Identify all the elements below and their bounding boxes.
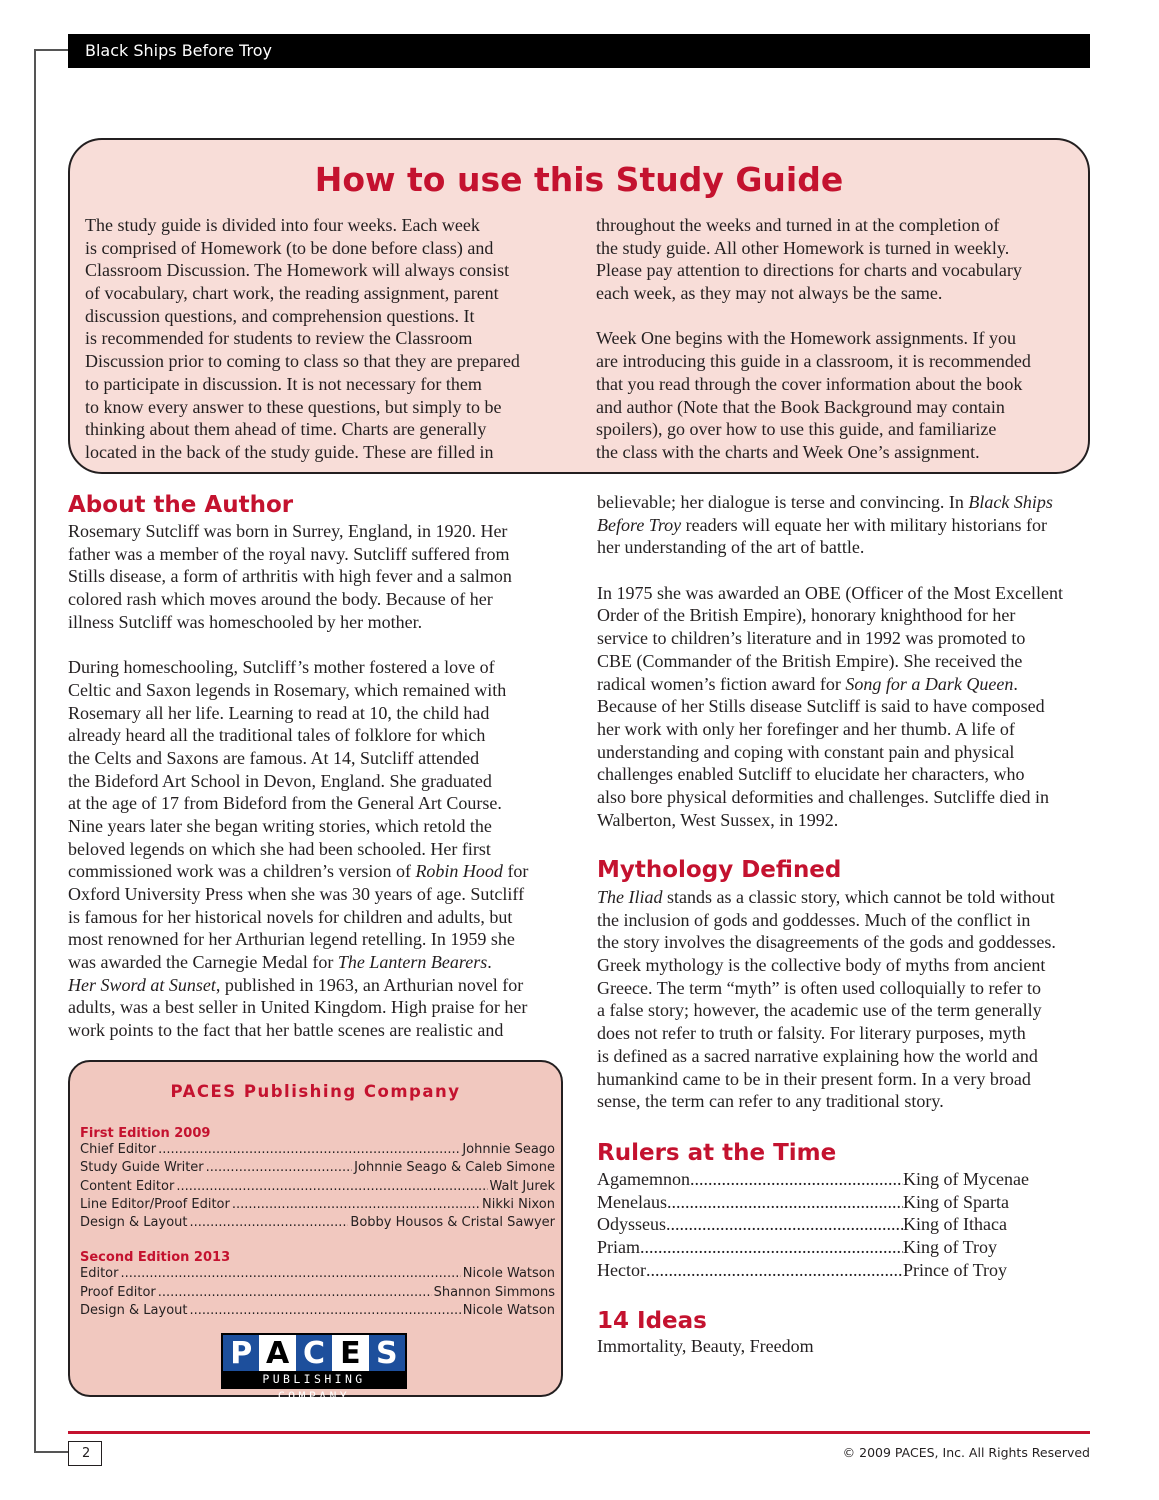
text-line: her work with only her forefinger and her thumb. A life of [597,718,1015,739]
text-line: Walberton, West Sussex, in 1992. [597,809,839,830]
credit-row [80,1214,555,1232]
ruler-title: King of Troy [903,1237,998,1258]
ruler-name: Hector [597,1259,646,1280]
ruler-name: Menelaus [597,1191,667,1212]
dot-leader [640,1236,903,1259]
copyright: © 2009 PACES, Inc. All Rights Reserved [842,1445,1090,1460]
text-line: Because of her Stills disease Sutcliff is said to have composed [597,696,1045,717]
italic-title: Song for a Dark Queen [845,673,1014,694]
dot-leader [158,1141,460,1159]
text-line: also bore physical deformities and challenges. Sutcliffe died in [597,786,1050,807]
logo-letter: E [332,1335,368,1371]
credit-role: Editor [80,1266,119,1282]
text-line: CBE (Commander of the British Empire). She received the [597,650,1023,671]
credit-role: Content Editor [80,1178,175,1194]
logo-letter: S [369,1335,405,1371]
text-line: is defined as a sacred narrative explaining how the world and [597,1045,1038,1066]
text-line: is famous for her historical novels for children and adults, but [68,906,513,927]
text-line: the study guide. All other Homework is turned in weekly. [596,237,1010,258]
dot-leader [232,1196,480,1214]
text-line: Week One begins with the Homework assignments. If you [596,328,1016,349]
text-line: Celtic and Saxon legends in Rosemary, which remained with [68,679,507,700]
publisher-title: PACES Publishing Company [170,1082,461,1101]
credit-name: Johnnie Seago & Caleb Simone [354,1160,555,1176]
text-segment: . [487,952,492,973]
mythology-heading: Mythology Defined [597,857,842,883]
text-line [68,974,528,997]
credit-role: Design & Layout [80,1215,188,1231]
text-line: the Celts and Saxons are famous. At 14, Sutcliff attended [68,747,480,768]
text-line: father was a member of the royal navy. Sutcliff suffered from [68,543,510,564]
text-line: at the age of 17 from Bideford from the General Art Course. [68,793,502,814]
ruler-name: Priam [597,1237,640,1258]
text-line: is recommended for students to review the Classroom [85,328,473,349]
italic-title: The Lantern Bearers [337,952,488,973]
text-line: Please pay attention to directions for charts and vocabulary [596,260,1022,281]
dot-leader [158,1284,432,1302]
text-segment: for [502,861,529,882]
credit-role: Chief Editor [80,1142,157,1157]
text-line: understanding and coping with constant pain and physical [597,741,1015,762]
margin-bracket [34,49,36,1453]
italic-title: Before Troy [597,514,682,535]
text-line: service to children’s literature and in 1992 was promoted to [597,628,1026,649]
margin-bracket-bottom [34,1451,68,1453]
logo-letter: A [259,1335,295,1371]
credit-name: Walt Jurek [489,1178,555,1194]
credit-name: Nikki Nixon [482,1196,555,1212]
credit-name: Bobby Housos & Cristal Sawyer [350,1215,555,1231]
text-line: Classroom Discussion. The Homework will always consist [85,260,510,281]
mythology-text [597,886,1056,1113]
text-line: that you read through the cover information about the book [596,373,1023,394]
credit-name: Nicole Watson [462,1266,555,1282]
edition-label: Second Edition 2013 [80,1250,231,1266]
text-line: discussion questions, and comprehension questions. It [85,305,475,326]
italic-title: The Iliad [597,887,663,907]
text-line: beloved legends on which she had been schooled. Her first [68,838,491,859]
italic-title: Black Ships [968,492,1053,512]
about-author-text [68,520,528,1042]
text-line: In 1975 she was awarded an OBE (Officer of the Most Excellent [597,582,1064,603]
text-line: a false story; however, the academic use of the term generally [597,1000,1042,1021]
text-line: challenges enabled Sutcliff to elucidate her characters, who [597,764,1025,785]
text-segment: , published in 1963, an Arthurian novel for [215,974,524,995]
ruler-row [597,1191,1037,1214]
dot-leader [667,1191,903,1214]
text-line: spoilers), go over how to use this guide, and familiarize [596,419,997,440]
about-author-heading: About the Author [68,492,294,518]
text-line [596,305,1031,328]
ruler-row [597,1213,1037,1236]
text-line: her understanding of the art of battle. [597,537,865,558]
dot-leader [176,1178,487,1196]
text-line: of vocabulary, chart work, the reading assignment, parent [85,283,499,304]
ruler-row [597,1236,1037,1259]
text-line: Order of the British Empire), honorary knighthood for her [597,605,1016,626]
text-line: each week, as they may not always be the same. [596,283,943,304]
text-line [597,514,1063,537]
text-line: located in the back of the study guide. These are filled in [85,441,494,462]
ruler-name: Agamemnon [597,1169,690,1189]
ruler-row [597,1259,1037,1282]
text-line [597,559,1063,582]
dot-leader [189,1214,348,1232]
credit-row [80,1265,555,1283]
text-line: Nine years later she began writing stories, which retold the [68,815,492,836]
text-line: to participate in discussion. It is not necessary for them [85,373,482,394]
credit-role: Design & Layout [80,1303,188,1319]
text-line: most renowned for her Arthurian legend retelling. In 1959 she [68,929,515,950]
text-line: is comprised of Homework (to be done before class) and [85,237,494,258]
text-line: the class with the charts and Week One’s assignment. [596,441,980,462]
credit-name: Shannon Simmons [433,1284,555,1300]
text-line [68,633,528,656]
margin-bracket-top [34,49,68,51]
logo-tagline: PUBLISHING COMPANY [223,1371,405,1388]
text-line: Greece. The term “myth” is often used colloquially to refer to [597,977,1042,998]
text-line: to know every answer to these questions, but simply to be [85,396,502,417]
dot-leader [206,1159,353,1177]
logo-letter: C [296,1335,332,1371]
about-author-continued [597,491,1063,831]
ruler-row [597,1168,1037,1191]
guide-right-column [596,214,1031,464]
ruler-title: Prince of Troy [902,1259,1007,1280]
credits [80,1116,555,1320]
edition-label: First Edition 2009 [80,1126,211,1141]
credit-role: Study Guide Writer [80,1160,204,1176]
text-line: adults, was a best seller in United Kingdom. High praise for her [68,997,528,1018]
text-segment: readers will equate her with military historians for [681,514,1048,535]
footer-rule [68,1431,1090,1434]
text-line: humankind came to be in their present form. In a very broad [597,1068,1031,1089]
credit-role: Proof Editor [80,1284,156,1300]
text-line [597,491,1063,514]
logo-letter: P [223,1335,259,1371]
dot-leader [666,1213,903,1236]
text-segment: was awarded the Carnegie Medal for [68,952,338,973]
text-line: throughout the weeks and turned in at the completion of [596,215,1000,235]
credit-row [80,1178,555,1196]
ruler-title: King of Mycenae [902,1169,1029,1189]
text-line: During homeschooling, Sutcliff’s mother fostered a love of [68,657,495,678]
credit-name: Johnnie Seago [462,1142,555,1157]
credit-row [80,1284,555,1302]
text-segment: commissioned work was a children’s version of [68,861,416,882]
study-guide-title: How to use this Study Guide [314,160,844,199]
text-line: Oxford University Press when she was 30 years of age. Sutcliff [68,884,525,904]
guide-left-column [85,214,520,464]
text-line: are introducing this guide in a classroom, it is recommended [596,351,1031,372]
rulers-heading: Rulers at the Time [597,1140,837,1166]
text-line: the story involves the disagreements of the gods and goddesses. [597,932,1056,953]
text-line: Rosemary Sutcliff was born in Surrey, England, in 1920. Her [68,521,508,541]
text-line: Greek mythology is the collective body of myths from ancient [597,955,1046,976]
ideas-heading: 14 Ideas [597,1308,707,1334]
text-line [68,951,528,974]
text-line: Rosemary all her life. Learning to read at 10, the child had [68,702,490,723]
italic-title: Her Sword at Sunset [68,974,216,995]
text-line: already heard all the traditional tales of folklore for which [68,725,486,746]
ideas-text: Immortality, Beauty, Freedom [597,1336,814,1356]
credit-row [80,1196,555,1214]
text-line: illness Sutcliff was homeschooled by her mother. [68,611,423,632]
logo-letters [223,1335,405,1371]
page-number: 2 [68,1441,102,1466]
credit-row [80,1159,555,1177]
text-line: Discussion prior to coming to class so that they are prepared [85,351,520,372]
dot-leader [646,1259,903,1282]
credit-role: Line Editor/Proof Editor [80,1196,230,1212]
dot-leader [189,1302,460,1320]
text-segment: believable; her dialogue is terse and convincing. In [597,492,969,512]
text-line [597,673,1063,696]
paces-logo [221,1333,407,1403]
text-line: thinking about them ahead of time. Charts are generally [85,419,487,440]
text-line: The study guide is divided into four weeks. Each week [85,215,480,235]
text-line: sense, the term can refer to any traditional story. [597,1091,944,1112]
text-line: the Bideford Art School in Devon, England. She graduated [68,770,492,791]
italic-title: Robin Hood [415,861,503,882]
dot-leader [120,1265,460,1283]
study-guide-box [68,138,1090,474]
text-line [597,886,1056,909]
text-line: work points to the fact that her battle scenes are realistic and [68,1020,504,1041]
credit-row [80,1302,555,1320]
credit-row [80,1141,555,1159]
ruler-name: Odysseus [597,1214,667,1235]
rulers-list [597,1168,1037,1281]
running-header: Black Ships Before Troy [68,34,1090,68]
credit-name: Nicole Watson [462,1303,555,1319]
text-line: Stills disease, a form of arthritis with high fever and a salmon [68,566,512,587]
text-line: colored rash which moves around the body. Because of her [68,589,493,610]
ruler-title: King of Sparta [902,1191,1009,1212]
text-segment: stands as a classic story, which cannot be told without [662,887,1055,907]
text-line: does not refer to truth or falsity. For literary purposes, myth [597,1023,1026,1044]
text-line: the inclusion of gods and goddesses. Much of the conflict in [597,909,1031,930]
text-line [68,860,528,883]
ruler-title: King of Ithaca [903,1214,1007,1235]
text-line: and author (Note that the Book Background may contain [596,396,1005,417]
text-segment: . [1013,673,1018,694]
text-segment: radical women’s fiction award for [597,673,846,694]
dot-leader [690,1168,903,1191]
